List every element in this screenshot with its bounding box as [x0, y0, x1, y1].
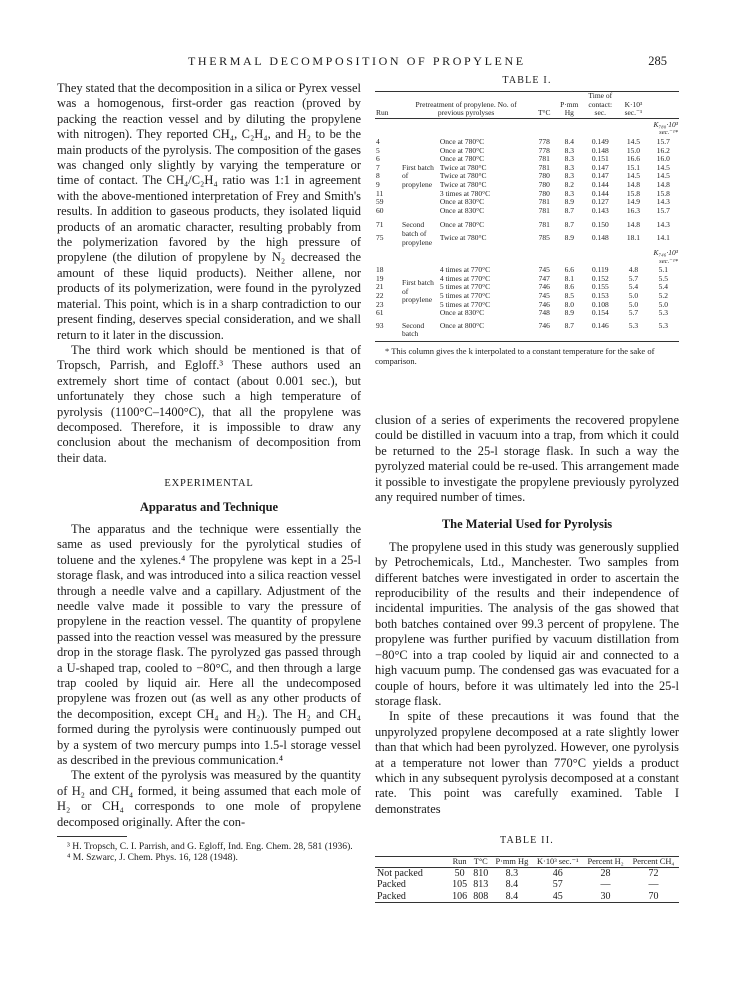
pressure-cell: 8.7 — [564, 205, 574, 215]
empty-cell — [581, 118, 619, 138]
empty-cell — [619, 118, 647, 138]
pretreatment-cell: Once at 830°C — [439, 197, 485, 207]
run-cell: 4 — [376, 136, 380, 146]
temperature-cell: 747 — [538, 273, 550, 283]
pretreatment-cell: Once at 830°C — [439, 308, 485, 318]
pretreatment-cell: Twice at 780°C — [439, 162, 487, 172]
table-cell: 72 — [648, 867, 659, 879]
contact-time-cell: 0.151 — [591, 154, 609, 164]
k-cell: 4.8 — [628, 265, 639, 275]
k-interpolated-cell: 14.5 — [656, 171, 670, 181]
contact-time-cell: 0.154 — [591, 308, 609, 318]
pretreatment-cell: Twice at 780°C — [439, 179, 487, 189]
k-interpolated-cell: 14.8 — [656, 179, 670, 189]
temperature-cell: 748 — [538, 308, 550, 318]
table-row — [375, 867, 679, 879]
contact-time-cell: 0.146 — [591, 320, 609, 330]
k-cell: 5.0 — [628, 291, 639, 301]
table-cell: 106 — [452, 890, 468, 902]
temperature-cell: 778 — [538, 145, 550, 155]
pressure-cell: 8.7 — [564, 320, 574, 330]
run-cell: 61 — [376, 308, 384, 318]
pretreatment-cell: 5 times at 770°C — [439, 299, 491, 309]
row-label: Not packed — [377, 867, 423, 879]
column-header: P·mm Hg — [557, 92, 581, 119]
table-2 — [375, 835, 679, 903]
run-cell: 7 — [376, 162, 380, 172]
contact-time-cell: 0.148 — [591, 233, 609, 243]
k-cell: 14.9 — [626, 197, 640, 207]
table-cell: 46 — [552, 867, 563, 879]
table-footnote: * This column gives the k interpolated to a constant temperature for the sake of comparison. — [375, 346, 655, 367]
pressure-cell: 8.0 — [564, 299, 574, 309]
run-cell: 22 — [376, 291, 384, 301]
run-cell: 11 — [376, 188, 384, 198]
table-cell: — — [648, 879, 659, 890]
data-table — [375, 856, 679, 903]
pressure-cell: 8.3 — [564, 162, 574, 172]
k-interpolated-cell: 5.5 — [658, 273, 668, 283]
empty-cell — [401, 247, 439, 266]
k-interpolated-cell: 14.3 — [656, 197, 670, 207]
temperature-cell: 781 — [538, 154, 550, 164]
table-row — [375, 322, 679, 339]
k-unit: sec.⁻¹* — [659, 257, 678, 265]
table-caption: TABLE II. — [500, 835, 554, 846]
run-cell: 19 — [376, 273, 384, 283]
left-column — [57, 81, 361, 864]
table-cell: — — [600, 879, 611, 890]
run-cell: 93 — [376, 320, 384, 330]
pressure-cell: 8.2 — [564, 179, 574, 189]
contact-time-cell: 0.127 — [591, 197, 609, 207]
k-column-label — [648, 247, 679, 266]
table-cell: 8.4 — [505, 890, 519, 902]
pretreatment-cell: 3 times at 780°C — [439, 188, 491, 198]
k-cell: 15.0 — [626, 145, 640, 155]
temperature-cell: 778 — [538, 136, 550, 146]
run-cell: 71 — [376, 220, 384, 230]
column-header: Percent H₂ — [587, 857, 624, 866]
k-header-row — [375, 247, 679, 266]
batch-label: First batch of propylene — [402, 162, 434, 189]
pretreatment-cell: Once at 800°C — [439, 320, 485, 330]
k-interpolated-cell: 15.7 — [656, 136, 670, 146]
k-cell: 15.8 — [626, 188, 640, 198]
run-cell: 9 — [376, 179, 380, 189]
k-cell: 5.0 — [628, 299, 639, 309]
empty-cell — [439, 247, 531, 266]
subsection-heading: Apparatus and Technique — [139, 499, 279, 514]
k-interpolated-cell: 14.1 — [656, 233, 670, 243]
footnote-divider — [57, 836, 127, 837]
empty-cell — [401, 118, 439, 138]
temperature-cell: 781 — [538, 220, 550, 230]
contact-time-cell: 0.144 — [591, 188, 609, 198]
table-header-row — [375, 857, 679, 868]
run-cell: 60 — [376, 205, 384, 215]
footnote-reference: ⁴ M. Szwarc, J. Chem. Phys. 16, 128 (1948). — [67, 852, 238, 864]
empty-cell — [439, 118, 531, 138]
pretreatment-cell: 5 times at 770°C — [439, 291, 491, 301]
empty-cell — [375, 118, 401, 138]
contact-time-cell: 0.152 — [591, 273, 609, 283]
run-cell: 8 — [376, 171, 380, 181]
temperature-cell: 746 — [538, 282, 550, 292]
pretreatment-cell: Once at 780°C — [439, 154, 485, 164]
pretreatment-cell: 5 times at 770°C — [439, 282, 491, 292]
contact-time-cell: 0.155 — [591, 282, 609, 292]
table-row — [375, 879, 679, 891]
k-cell: 15.1 — [626, 162, 640, 172]
k-cell: 18.1 — [626, 233, 640, 243]
pretreatment-cell: Once at 780°C — [439, 136, 485, 146]
column-header — [375, 857, 449, 868]
table-cell: 50 — [454, 867, 465, 879]
footnote-reference: ³ H. Tropsch, C. I. Parrish, and G. Egloff, Ind. Eng. Chem. 28, 581 (1936). — [67, 841, 353, 853]
column-header: Pretreatment of propylene. No. of previous pyrolyses — [401, 92, 531, 119]
pressure-cell: 8.9 — [564, 233, 574, 243]
run-cell: 59 — [376, 197, 384, 207]
pretreatment-cell: 4 times at 770°C — [439, 273, 491, 283]
k-cell: 14.8 — [626, 179, 640, 189]
row-label: Packed — [377, 890, 406, 902]
k-cell: 5.7 — [628, 273, 639, 283]
column-header: Percent CH₄ — [632, 857, 675, 866]
table-cell: 8.3 — [505, 867, 519, 879]
batch-label: First batch of propylene — [402, 278, 434, 305]
pretreatment-cell: Twice at 780°C — [439, 233, 487, 243]
subsection-heading: The Material Used for Pyrolysis — [441, 517, 613, 532]
pretreatment-cell: Once at 830°C — [439, 205, 485, 215]
temperature-cell: 785 — [538, 233, 550, 243]
pressure-cell: 8.4 — [564, 136, 574, 146]
pressure-cell: 8.3 — [564, 171, 574, 181]
pressure-cell: 8.6 — [564, 282, 574, 292]
table-cell: 813 — [473, 879, 489, 890]
contact-time-cell: 0.147 — [591, 162, 609, 172]
k-cell: 16.3 — [626, 205, 640, 215]
empty-cell — [581, 247, 619, 266]
k-cell: 14.8 — [626, 220, 640, 230]
k-cell: 14.5 — [626, 136, 640, 146]
contact-time-cell: 0.148 — [591, 145, 609, 155]
k-interpolated-cell: 5.3 — [658, 308, 668, 318]
k-label: K₇₄₆·10³ — [653, 248, 678, 258]
right-column — [375, 413, 679, 817]
batch-label: Second batch — [402, 320, 425, 339]
k-interpolated-cell: 5.0 — [658, 299, 668, 309]
table-1 — [375, 75, 679, 366]
run-cell: 5 — [376, 145, 380, 155]
run-cell: 23 — [376, 299, 384, 309]
page-number: 285 — [648, 54, 667, 68]
pressure-cell: 8.3 — [564, 154, 574, 164]
pressure-cell: 8.3 — [564, 188, 574, 198]
k-interpolated-cell: 5.4 — [658, 282, 668, 292]
k-cell: 5.7 — [628, 308, 639, 318]
contact-time-cell: 0.144 — [591, 179, 609, 189]
k-interpolated-cell: 15.8 — [656, 188, 670, 198]
paragraph: The extent of the pyrolysis was measured by the quantity of H₂ and CH₄ formed, it being assumed that each mole of H₂ or CH₄ corresponds to one mole of propylene decomposed originally. After the con- — [57, 768, 361, 829]
table-cell: 30 — [600, 890, 611, 902]
pressure-cell: 8.1 — [564, 273, 574, 283]
contact-time-cell: 0.147 — [591, 171, 609, 181]
batch-label: Second batch of propylene — [402, 220, 433, 247]
k-interpolated-cell: 16.0 — [656, 154, 670, 164]
empty-cell — [557, 118, 581, 138]
temperature-cell: 746 — [538, 320, 550, 330]
row-label: Packed — [377, 879, 406, 890]
k-interpolated-cell: 14.3 — [656, 220, 670, 230]
temperature-cell: 746 — [538, 299, 550, 309]
temperature-cell: 781 — [538, 205, 550, 215]
table-cell: 70 — [648, 890, 659, 902]
running-title: THERMAL DECOMPOSITION OF PROPYLENE — [188, 54, 526, 68]
k-interpolated-cell: 16.2 — [656, 145, 670, 155]
k-interpolated-cell: 5.2 — [658, 291, 668, 301]
run-cell: 75 — [376, 233, 384, 243]
running-header — [0, 54, 735, 70]
table-cell: 28 — [600, 867, 611, 879]
column-header: P·mm Hg — [495, 857, 529, 866]
pressure-cell: 8.9 — [564, 308, 574, 318]
k-label: K₇₈₀·10³ — [653, 119, 678, 129]
paragraph: The apparatus and the technique were essentially the same as used previously for the pyrolytical studies of toluene and the xylenes.⁴ The propylene was kept in a 25-l storage flask, and was introduced into a silica reaction vessel through a needle valve and a capillary. Adjustment of the needle valve made it possible to vary the pressure of propylene in the reaction vessel. The quantity of propylene passed into the reaction vessel was measured by the pressure drop in the storage flask. The pyrolyzed gas passed through a U-shaped trap, cooled to −80°C, and then through a large trap cooled by liquid air. Here all the undecomposed propylene was frozen out (as well as any other products of the decomposition, except CH₄ and H₂). The H₂ and CH₄ formed during the pyrolysis were continuously pumped out by a system of two mercury pumps into 1.5-l storage vessel as described in the previous communication.⁴ — [57, 521, 361, 768]
pressure-cell: 8.3 — [564, 145, 574, 155]
run-cell: 6 — [376, 154, 380, 164]
column-header: Run — [375, 92, 401, 119]
pretreatment-cell: 4 times at 770°C — [439, 265, 491, 275]
contact-time-cell: 0.108 — [591, 299, 609, 309]
paragraph: They stated that the decomposition in a silica or Pyrex vessel was a homogenous, first-order gas reaction (proved by packing the reaction vessel and by diluting the propylene with nitrogen). They reported CH₄, C₂H₄, and H₂ to be the main products of the pyrolysis. The composition of the gases was changed only slightly by varying the temperature or time of contact. The CH₄/C₂H₄ ratio was 1:1 in agreement with the above-mentioned interpretation of Frey and Smith's results. In addition to gaseous products, they isolated liquid products of an aromatic character, resulting probably from the polymerization favored by the high pressure of propylene (the dilution of propylene by N₂ decreased the amount of these liquid products). Neither allene, nor products of its polymerization, were found in the pyrolyzed material. This point, which is in a sharp contradiction to our present finding, deserves special consideration, and we shall return to it later in the discussion. — [57, 81, 361, 342]
table-cell: 808 — [473, 890, 489, 902]
column-header: T°C — [531, 92, 557, 119]
k-header-row — [375, 118, 679, 138]
column-header: Time of contact: sec. — [581, 92, 619, 119]
column-header: K·10³ sec.⁻¹ — [619, 92, 647, 119]
paragraph: clusion of a series of experiments the recovered propylene could be distilled in vacuum into a trap, from which it could be returned to the 25-l storage flask. In such a way the pyrolyzed material could be re-used. This arrangement made it possible to investigate the propylene previously pyrolyzed any required number of times. — [375, 413, 679, 505]
table-caption: TABLE I. — [502, 75, 552, 86]
table-cell: 810 — [473, 867, 489, 879]
contact-time-cell: 0.119 — [591, 265, 609, 275]
temperature-cell: 745 — [538, 265, 550, 275]
column-header: Run — [452, 857, 467, 866]
pretreatment-cell: Once at 780°C — [439, 220, 485, 230]
temperature-cell: 781 — [538, 197, 550, 207]
contact-time-cell: 0.150 — [591, 220, 609, 230]
k-interpolated-cell: 15.7 — [656, 205, 670, 215]
pressure-cell: 6.6 — [564, 265, 574, 275]
pretreatment-cell: Once at 780°C — [439, 145, 485, 155]
k-interpolated-cell: 5.3 — [658, 320, 668, 330]
data-table — [375, 91, 679, 339]
pressure-cell: 8.5 — [564, 291, 574, 301]
empty-cell — [557, 247, 581, 266]
temperature-cell: 781 — [538, 162, 550, 172]
paragraph: In spite of these precautions it was found that the unpyrolyzed propylene decomposed at a rate slightly lower than that which had been pyrolyzed. However, one pyrolysis at a temperature not lower than 770°C yields a product which in any subsequent pyrolysis decomposed at a constant rate. This point was carefully examined. Table I demonstrates — [375, 709, 679, 816]
k-cell: 5.4 — [628, 282, 639, 292]
table-cell: 8.4 — [505, 879, 519, 890]
k-column-label — [648, 118, 679, 138]
k-cell: 14.5 — [626, 171, 640, 181]
k-interpolated-cell: 5.1 — [658, 265, 668, 275]
column-header — [648, 92, 679, 119]
paragraph: The third work which should be mentioned is that of Tropsch, Parrish, and Egloff.³ These authors used an extremely short time of contact (about 0.001 sec.), but unfortunately they chose such a high temperature of pyrolysis (1100°C–1400°C), that all the propylene was decomposed. Therefore, it is impossible to draw any conclusion about the mechanism of decomposition from their data. — [57, 342, 361, 465]
empty-cell — [375, 247, 401, 266]
temperature-cell: 780 — [538, 179, 550, 189]
contact-time-cell: 0.143 — [591, 205, 609, 215]
pressure-cell: 8.9 — [564, 197, 574, 207]
empty-cell — [531, 118, 557, 138]
table-row — [375, 891, 679, 903]
column-header: T°C — [473, 857, 488, 866]
pretreatment-cell: Twice at 780°C — [439, 171, 487, 181]
contact-time-cell: 0.149 — [591, 136, 609, 146]
k-unit: sec.⁻¹* — [659, 129, 678, 137]
empty-cell — [531, 247, 557, 266]
run-cell: 21 — [376, 282, 384, 292]
k-cell: 5.3 — [628, 320, 639, 330]
pressure-cell: 8.7 — [564, 220, 574, 230]
empty-cell — [619, 247, 647, 266]
table-header-row — [375, 92, 679, 119]
run-cell: 18 — [376, 265, 384, 275]
section-heading: EXPERIMENTAL — [164, 478, 254, 490]
table-cell: 105 — [452, 879, 468, 890]
k-cell: 16.6 — [626, 154, 640, 164]
table-cell: 57 — [552, 879, 563, 890]
contact-time-cell: 0.153 — [591, 291, 609, 301]
temperature-cell: 780 — [538, 188, 550, 198]
paragraph: The propylene used in this study was generously supplied by Petrochemicals, Ltd., Manchester. Two samples from different batches were investigated in order to ascertain the reproducibility of the results and their independence of incidental impurities. The analysis of the gas showed that both batches contained over 99.3 percent of propylene. The propylene was further purified by vacuum distillation from −80°C into a trap cooled by liquid air and connected to a high vacuum pump. The condensed gas was evacuated for a couple of hours, before it was ultimately led into the 25-l storage flask. — [375, 539, 679, 708]
column-header: K·10³ sec.⁻¹ — [536, 857, 579, 866]
temperature-cell: 780 — [538, 171, 550, 181]
temperature-cell: 745 — [538, 291, 550, 301]
table-cell: 45 — [552, 890, 563, 902]
k-interpolated-cell: 14.5 — [656, 162, 670, 172]
